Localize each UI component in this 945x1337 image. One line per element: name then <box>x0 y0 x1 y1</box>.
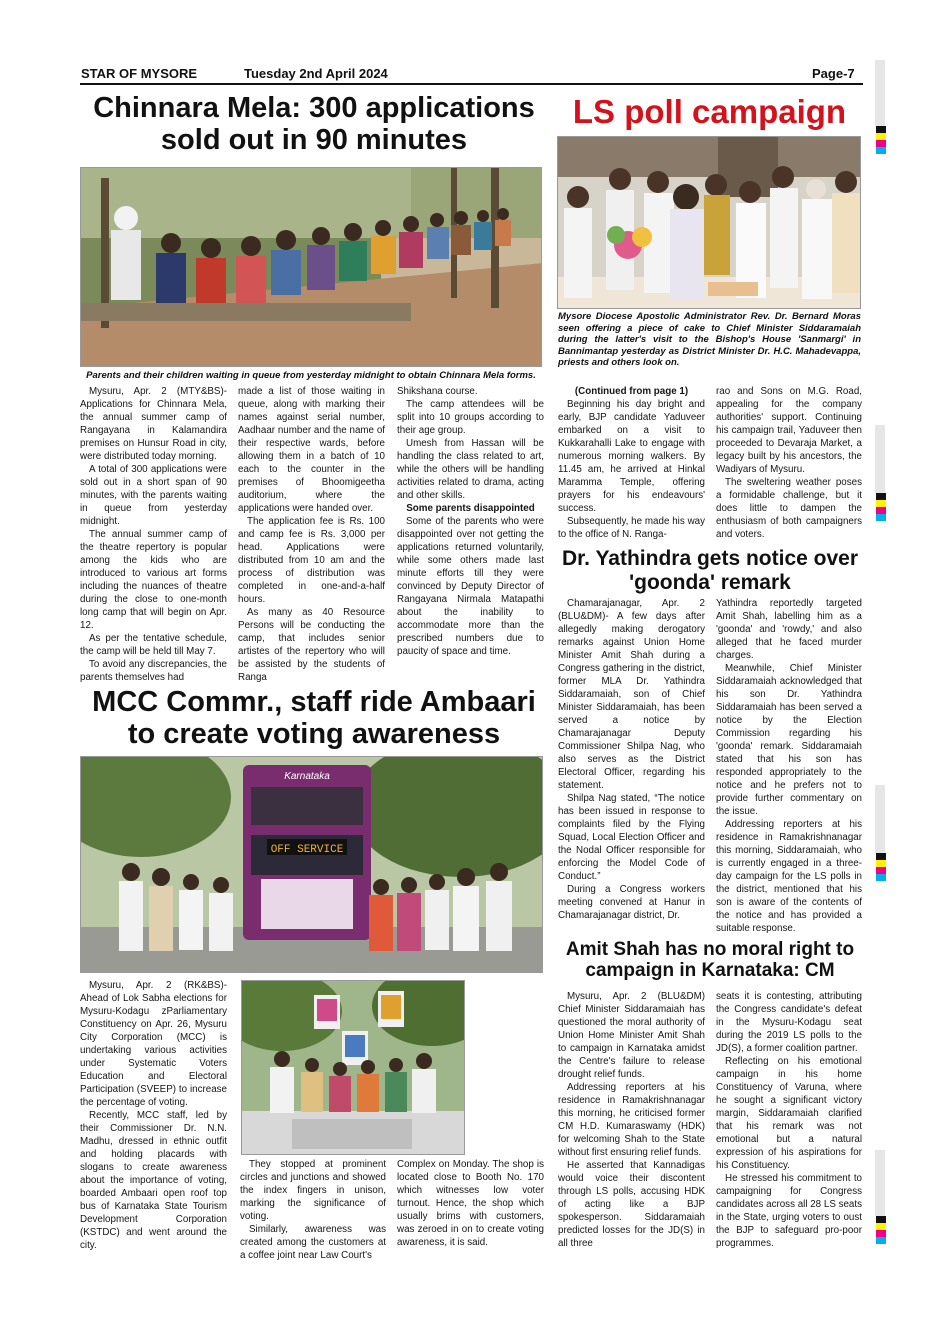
paragraph: Beginning his day bright and early, BJP candidate Yaduveer embarked on a visit to Kukkarahalli Lake to engage with numerous morning walkers. By 11.45 am, he arrived at Hinkal Maramma Temple, offering prayers for his endeavours' success. <box>558 399 705 515</box>
black-swatch <box>876 853 886 860</box>
paragraph: Chamarajanagar, Apr. 2 (BLU&DM)- A few days after allegedly making derogatory remarks against Union Home Minister Amit Shah during a Congress gathering in the district, former MLA Dr. Yathindra Siddaramaiah, son of Chief Minister Siddaramaiah, has been served a notice by Chamarajanagar Deputy Commissioner Shilpa Nag, who also serves as the District Electoral Officer, regarding his statement. <box>558 598 705 792</box>
paragraph: Reflecting on his emotional campaign in his home Constituency of Varuna, where he sought a significant victory margin, Siddaramaiah clarified that his remark was not emotional but a natural expression of his aspirations for his Constituency. <box>716 1056 862 1172</box>
mcc-bus-photo <box>80 756 543 973</box>
paragraph: Some of the parents who were disappointed over not getting the applications returned voluntarily, while some others made last minute efforts till they were convinced by Deputy Director of Rangayana Nirmala Matapathi about the inability to accommodate more than the prescribed numbers due to paucity of space and time. <box>397 516 544 658</box>
paragraph: Shilpa Nag stated, “The notice has been issued in response to complaints filed by the Flying Squad, Local Election Officer and the Nodal Officer responsible for enforcing the Model Code of Conduct.” <box>558 793 705 883</box>
chinnara-col3 <box>397 385 544 658</box>
subhead: Some parents disappointed <box>406 503 535 515</box>
yathindra-headline: Dr. Yathindra gets notice over 'goonda' remark <box>561 547 859 594</box>
cyan-swatch <box>876 1237 886 1244</box>
paragraph: made a list of those waiting in queue, along with marking their names against serial number, Aadhaar number and the name of their respective wards, before allowing them in a batch of 10 each to the counter in the premises of Bhoomigeetha auditorium, where the applications were handed over. <box>238 386 385 515</box>
paragraph: Meanwhile, Chief Minister Siddaramaiah acknowledged that his son Dr. Yathindra Siddaramaiah has been served a notice by the Election Commission regarding his 'goonda' remark. Siddaramaiah stated that his son has responded appropriately to the notice and he prefers not to provide further commentary on the issue. <box>716 663 862 818</box>
paragraph: Addressing reporters at his residence in Ramakrishnanagar this morning, he criticised former CM H.D. Kumaraswamy (HDK) for welcoming Shah to the State without first ensuring relief funds. <box>558 1082 705 1159</box>
registration-grey-bar <box>875 60 885 126</box>
magenta-swatch <box>876 507 886 514</box>
mcc-col2 <box>240 1158 386 1262</box>
amitshah-col2 <box>716 990 862 1250</box>
paragraph: Mysuru, Apr. 2 (RK&BS)- Ahead of Lok Sabha elections for Mysuru-Kodagu zParliamentary Constituency on Apr. 26, Mysuru City Corporation (MCC) is undertaking various activities under Systematic Voters Education and Electoral Participation (SVEEP) to increase the percentage of voting. <box>80 980 227 1109</box>
paragraph: rao and Sons on M.G. Road, appealing for the company authorities' support. Continuing his campaign trail, Yaduveer then proceeded to Devaraja Market, a legacy built by his ancestors, the Wadiyars of Mysuru. <box>716 386 862 476</box>
paragraph: Yathindra reportedly targeted Amit Shah, labelling him as a 'goonda' and 'rowdy,' and also alleged that he faced murder charges. <box>716 598 862 662</box>
chinnara-photo <box>80 167 542 367</box>
paragraph: Shikshana course. <box>397 386 478 397</box>
paragraph: He asserted that Kannadigas would voice their discontent through LS polls, accusing HDK of acting like a BJP spokesperson. Siddaramaiah predicted losses for the JD(S) in all three <box>558 1160 705 1250</box>
paragraph: The application fee is Rs. 100 and camp fee is Rs. 3,000 per head. Applications were distributed from 10 am and the process of distribution was completed in one-and-a-half hours. <box>238 516 385 606</box>
yellow-swatch <box>876 1223 886 1230</box>
bus-display-text: OFF SERVICE <box>270 844 344 856</box>
registration-grey-bar <box>875 785 885 853</box>
paragraph: seats it is contesting, attributing the Congress candidate's defeat in the Mysuru-Kodagu seat during the 2019 LS polls to the JD(S), a former coalition partner. <box>716 991 862 1055</box>
magenta-swatch <box>876 867 886 874</box>
paragraph: A total of 300 applications were sold out in a short span of 90 minutes, with the parents waiting in queue from yesterday midnight. <box>80 464 227 528</box>
paragraph: The sweltering weather poses a formidable challenge, but it does little to dampen the enthusiasm of both campaigners and voters. <box>716 477 862 541</box>
yathindra-col2 <box>716 597 862 935</box>
amitshah-headline: Amit Shah has no moral right to campaign in Karnataka: CM <box>565 939 855 982</box>
magenta-swatch <box>876 1230 886 1237</box>
paragraph: Mysuru, Apr. 2 (BLU&DM) Chief Minister Siddaramaiah has questioned the moral authority of Union Home Minister Amit Shah to campaign in Karnataka amidst the Centre's failure to release drought relief funds. <box>558 991 705 1081</box>
paragraph: Mysuru, Apr. 2 (MTY&BS)- Applications for Chinnara Mela, the annual summer camp of Rangayana in Kalamandira premises on Hunsur Road in city, were distributed today morning. <box>80 386 227 463</box>
issue-date: Tuesday 2nd April 2024 <box>244 66 388 81</box>
paragraph: The annual summer camp of the theatre repertory is popular among the kids who are introduced to various art forms including the nuances of theatre during the close to one-month long camp that will begin on Apr. 12. <box>80 529 227 632</box>
registration-grey-bar <box>875 425 885 493</box>
magenta-swatch <box>876 140 886 147</box>
paper-name: STAR OF MYSORE <box>81 66 198 81</box>
paragraph: Addressing reporters at his residence in Ramakrishnanagar this morning, Siddaramaiah, who is currently engaged in a three-day campaign for the LS polls in the district, mentioned that his son is aware of the contents of the notice and has provided a suitable response. <box>716 819 862 935</box>
yellow-swatch <box>876 133 886 140</box>
mcc-col3 <box>397 1158 544 1249</box>
registration-marks <box>876 493 886 521</box>
cake-photo-illustration <box>558 137 861 309</box>
rooftop-photo-illustration <box>242 981 465 1155</box>
paragraph: To avoid any discrepancies, the parents themselves had <box>80 659 227 684</box>
paragraph: Umesh from Hassan will be handling the class related to art, while the others will be handling activities related to drama, acting and other skills. <box>397 438 544 502</box>
lspoll-photo <box>557 136 861 309</box>
chinnara-headline: Chinnara Mela: 300 applications sold out in 90 minutes <box>93 92 535 157</box>
black-swatch <box>876 126 886 133</box>
bus-photo-illustration <box>81 757 543 973</box>
lspoll-headline: LS poll campaign <box>572 93 847 130</box>
paragraph: The camp attendees will be split into 10 groups according to their age group. <box>397 399 544 437</box>
black-swatch <box>876 493 886 500</box>
cyan-swatch <box>876 874 886 881</box>
yellow-swatch <box>876 860 886 867</box>
registration-grey-bar <box>875 1150 885 1216</box>
mcc-rooftop-photo <box>241 980 465 1155</box>
lspoll-caption: Mysore Diocese Apostolic Administrator Rev. Dr. Bernard Moras seen offering a piece of cake to Chief Minister Siddaramaiah during the latter's visit to the Bishop's House 'Sanmargi' in Bannimantap yesterday as District Minister Dr. H.C. Mahadevappa, priests and others look on. <box>558 311 861 369</box>
paragraph: He stressed his commitment to campaigning for Congress candidates across all 28 LS seats in the State, urging voters to oust the BJP to safeguard pro-poor programmes. <box>716 1173 862 1250</box>
registration-marks <box>876 1216 886 1244</box>
paragraph: Complex on Monday. The shop is located close to Booth No. 170 which witnesses low voter turnout. Hence, the shop which usually brims with customers, was zeroed in on to create voting awareness, it is said. <box>397 1159 544 1249</box>
paragraph: As per the tentative schedule, the camp will be held till May 7. <box>80 633 227 658</box>
continued-label: (Continued from page 1) <box>574 386 689 397</box>
mcc-col1 <box>80 979 227 1252</box>
yellow-swatch <box>876 500 886 507</box>
paragraph: During a Congress workers meeting convened at Hanur in Chamarajanagar district, Dr. <box>558 884 705 922</box>
yathindra-col1 <box>558 597 705 922</box>
mcc-headline: MCC Commr., staff ride Ambaari to create voting awareness <box>92 686 536 751</box>
amitshah-col1 <box>558 990 705 1250</box>
lspoll-col1 <box>558 385 705 541</box>
queue-photo-illustration <box>81 168 542 367</box>
chinnara-caption: Parents and their children waiting in queue from yesterday midnight to obtain Chinnara Mela forms. <box>86 370 536 381</box>
paragraph: Recently, MCC staff, led by their Commissioner Dr. N.N. Madhu, dressed in ethnic outfit and holding placards with slogans to create awareness about the importance of voting, boarded Ambaari open roof top bus of Karnataka State Tourism Development Corporation (KSTDC) and went around the city. <box>80 1110 227 1252</box>
cyan-swatch <box>876 514 886 521</box>
black-swatch <box>876 1216 886 1223</box>
paragraph: Similarly, awareness was created among the customers at a coffee joint near Law Court's <box>240 1224 386 1262</box>
registration-marks <box>876 853 886 881</box>
chinnara-col2 <box>238 385 385 684</box>
paragraph: As many as 40 Resource Persons will be conducting the camp, that includes senior artistes of the repertory who will be assisted by the students of Ranga <box>238 607 385 684</box>
page-number: Page-7 <box>812 66 855 81</box>
lspoll-col2 <box>716 385 862 541</box>
paragraph: They stopped at prominent circles and junctions and showed the index fingers in unison, marking the significance of voting. <box>240 1159 386 1223</box>
bus-brand-text: Karnataka <box>284 771 330 782</box>
paragraph: Subsequently, he made his way to the office of N. Ranga- <box>558 516 705 541</box>
registration-marks <box>876 126 886 154</box>
masthead-rule <box>80 83 863 85</box>
cyan-swatch <box>876 147 886 154</box>
chinnara-col1 <box>80 385 227 684</box>
